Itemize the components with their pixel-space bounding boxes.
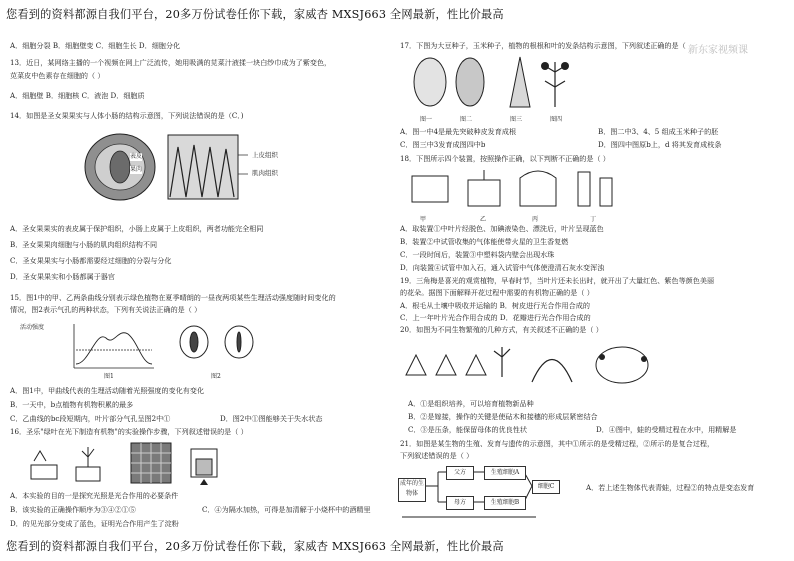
q16-option-d: D．的见光部分变成了蓝色，证明光合作用产生了淀粉 bbox=[10, 519, 179, 528]
apparatus-4a bbox=[578, 172, 590, 206]
q18-figure bbox=[408, 166, 628, 216]
q17-fig4: 图四 bbox=[550, 116, 563, 123]
top-banner: 您看到的资料都源自我们平台，20多万份试卷任你下载，家威杏 MXSJ663 全网最新，性比价最高 bbox=[6, 8, 504, 21]
apparatus-4b bbox=[600, 178, 612, 206]
q18-label-2: 乙 bbox=[480, 216, 487, 223]
q15-option-a: A．图1中，甲曲线代表的生理活动随着光照强度的变化有变化 bbox=[10, 386, 205, 395]
q21-box-gamete-b: 生殖细胞B bbox=[484, 496, 526, 510]
q19-stem-line2: 的花朵。据图下面解释开花过程中需要的有机物正确的是（ ） bbox=[400, 288, 594, 297]
q21-box-gamete-a: 生殖细胞A bbox=[484, 466, 526, 480]
q13-stem-line1: 13．近日，某网络主播的一个视频在网上广泛流传，她用吸满的苋菜汁液揉一块白纱巾成为了紫变色， bbox=[10, 58, 332, 67]
watermark: 新东家视频课 bbox=[688, 45, 748, 56]
q14-stem: 14．如图是圣女果果实与人体小肠的结构示意图，下列说法错误的是（C．) bbox=[10, 111, 244, 120]
bean-seed bbox=[414, 58, 446, 106]
q19-options-cd: C．上一年叶片光合作用合成的 D．花瓣进行光合作用合成的 bbox=[400, 313, 591, 322]
q20-option-c: C．③是压条，能保留母体的优良性状 bbox=[408, 425, 527, 434]
q15-stem-line2: 情况，图2表示气孔的两种状态，下列有关说法正确的是（ ） bbox=[10, 305, 202, 314]
q14-label-muscle: 肌肉组织 bbox=[252, 169, 278, 177]
q20-option-b: B．②是嫁接，操作的关键是使砧木和接穗的形成层紧密结合 bbox=[408, 412, 598, 421]
burner bbox=[200, 479, 208, 485]
q12-options: A．细胞分裂 B．细胞壁变 C．细胞生长 D．细胞分化 bbox=[10, 41, 181, 50]
q14-label-pulp: 果肉 bbox=[130, 166, 143, 173]
leaf-2 bbox=[561, 62, 569, 70]
q14-option-c: C．圣女果果实与小肠都需要经过细胞的分裂与分化 bbox=[10, 256, 172, 265]
leaf-1 bbox=[541, 62, 549, 70]
q18-option-c: C．一段时间后，装置③中塑料袋内壁会出现水珠 bbox=[400, 250, 555, 259]
q15-option-d: D．图2中①图能够关于失水状态 bbox=[220, 414, 323, 423]
left-column bbox=[6, 32, 376, 528]
q15-figure bbox=[34, 320, 274, 382]
q16-option-b: B．该实验的正确操作顺序为③④②①⑤ bbox=[10, 505, 136, 514]
q20-figure bbox=[402, 337, 662, 397]
egg bbox=[599, 354, 605, 360]
q21-stem-line2: 下列叙述错误的是（ ） bbox=[400, 451, 474, 460]
q15-ylabel: 活动强度 bbox=[20, 324, 45, 331]
q16-stem: 16．圣乐"绿叶在光下制造有机物"的实验操作步骤，下列叙述错误的是（ ） bbox=[10, 427, 248, 436]
pot-plant bbox=[76, 467, 100, 481]
q21-box-father: 父方 bbox=[446, 466, 474, 480]
right-column bbox=[398, 32, 788, 522]
q18-label-1: 甲 bbox=[420, 216, 427, 223]
q18-label-3: 丙 bbox=[532, 216, 539, 223]
q13-stem-line2: 苋菜皮中色素存在细胞的（ ） bbox=[10, 71, 105, 80]
q18-option-b: B．装置②中试管收集的气体能使带火星的卫生香复燃 bbox=[400, 237, 569, 246]
q14-figure bbox=[78, 127, 273, 207]
q18-stem: 18．下图所示四个装置，按照操作正确，以下判断不正确的是（ ） bbox=[400, 154, 610, 163]
stoma-1-pore bbox=[190, 332, 198, 352]
q14-option-d: D．圣女果果实和小肠都属于器官 bbox=[10, 272, 115, 281]
q17-fig3: 图三 bbox=[510, 116, 523, 123]
q17-option-c: C．图三中3发育成图四中b bbox=[400, 140, 486, 149]
bottom-banner: 您看到的资料都源自我们平台，20多万份试卷任你下载，家威杏 MXSJ663 全网最新，性比价最高 bbox=[6, 540, 504, 553]
q21-box-cell-c: 细胞C bbox=[532, 480, 560, 494]
q17-fig1: 图一 bbox=[420, 116, 433, 123]
q21-box-adult: 成年的生物体 bbox=[398, 478, 426, 502]
root-tip bbox=[510, 57, 530, 107]
apparatus-2 bbox=[468, 180, 500, 206]
q17-figure bbox=[410, 52, 580, 114]
grafting bbox=[494, 347, 510, 377]
q16-option-c: C．④为隔水加热，可得是加清解于小烧杯中的酒精里 bbox=[202, 505, 371, 514]
plant-1 bbox=[34, 451, 46, 461]
q16-figure bbox=[26, 439, 256, 489]
frog-lifecycle bbox=[596, 347, 648, 383]
frog bbox=[641, 356, 647, 362]
q19-stem-line1: 19．三角梅是喜光的观赏植物，早春时节，当叶片还未长出时，就开出了大量红色、紫色等颜色美丽 bbox=[400, 276, 715, 285]
q20-option-d: D．④图中，蛙的受精过程在水中，用精解是 bbox=[596, 425, 737, 434]
q15-option-b: B．一天中，b点植物有机物积累的最多 bbox=[10, 400, 134, 409]
q18-option-d: D．向装置④试管中加入石，通入试管中气体使澄清石灰水变浑浊 bbox=[400, 263, 605, 272]
q15-stem-line1: 15．图1中的甲、乙两条曲线分别表示绿色植物在夏季晴朗的一昼夜两项某些生理活动强度随时间变化的 bbox=[10, 293, 336, 302]
q21-box-mother: 母方 bbox=[446, 496, 474, 510]
q14-option-a: A．圣女果果实的表皮属于保护组织，小肠上皮属于上皮组织，两者功能完全相同 bbox=[10, 224, 264, 233]
apparatus-1 bbox=[412, 176, 448, 202]
tissue-culture-flasks bbox=[406, 355, 486, 375]
q17-option-a: A．图一中4是最先突破种皮发育成根 bbox=[400, 127, 517, 136]
q19-options-ab: A．根毛从土壤中吸收并运输的 B．树皮进行光合作用合成的 bbox=[400, 301, 590, 310]
q17-option-d: D．图四中图原b上，d 将其发育成枝条 bbox=[598, 140, 722, 149]
corn-seed bbox=[456, 58, 484, 106]
q13-options: A．细胞壁 B．细胞核 C．液泡 D．细胞质 bbox=[10, 91, 145, 100]
plant-stem bbox=[82, 447, 94, 467]
q14-option-b: B．圣女果果肉细胞与小肠的肌肉组织结构不同 bbox=[10, 240, 158, 249]
q20-option-a: A．①是组织培养，可以培育植物新品种 bbox=[408, 399, 534, 408]
branch bbox=[545, 62, 565, 107]
q18-label-4: 丁 bbox=[590, 216, 597, 223]
tomato-core bbox=[110, 151, 130, 183]
q17-fig2: 图二 bbox=[460, 116, 473, 123]
stoma-2-pore bbox=[237, 332, 241, 352]
q15-option-c: C．乙曲线的bc段短期内，叶片部分气孔呈图2中① bbox=[10, 414, 171, 423]
q21-option-a: A．若上述生物体代表青蛙，过程②的特点是变态发育 bbox=[586, 483, 755, 492]
q20-stem: 20．如图为不同生物繁殖的几种方式，有关叙述不正确的是（ ） bbox=[400, 325, 603, 334]
beaker-1 bbox=[31, 465, 57, 479]
q14-label-epithelium: 上皮组织 bbox=[252, 151, 278, 159]
q17-stem: 17．下图为大豆种子，玉米种子，植物的根根和叶的发条结构示意图，下列叙述正确的是（ bbox=[400, 41, 686, 50]
q15-fig2-label: 图2 bbox=[211, 373, 221, 380]
curve-a bbox=[76, 333, 152, 364]
layering bbox=[532, 360, 572, 383]
q15-fig1-label: 图1 bbox=[104, 373, 114, 380]
apparatus-3 bbox=[520, 171, 556, 206]
q14-label-skin: 表皮 bbox=[130, 153, 143, 160]
q17-option-b: B．图二中3、4、5 组成玉米种子的胚 bbox=[598, 127, 719, 136]
q21-stem-line1: 21．如图是某生物的生殖、发育与遗传的示意图，其中①所示的是受精过程，②所示的是复合过程， bbox=[400, 439, 715, 448]
q18-option-a: A．取装置①中叶片经脱色、加碘液染色、漂洗后，叶片呈现蓝色 bbox=[400, 224, 604, 233]
q16-option-a: A．本实验的目的一是探究光照是光合作用的必要条件 bbox=[10, 491, 179, 500]
small-beaker bbox=[196, 459, 212, 475]
